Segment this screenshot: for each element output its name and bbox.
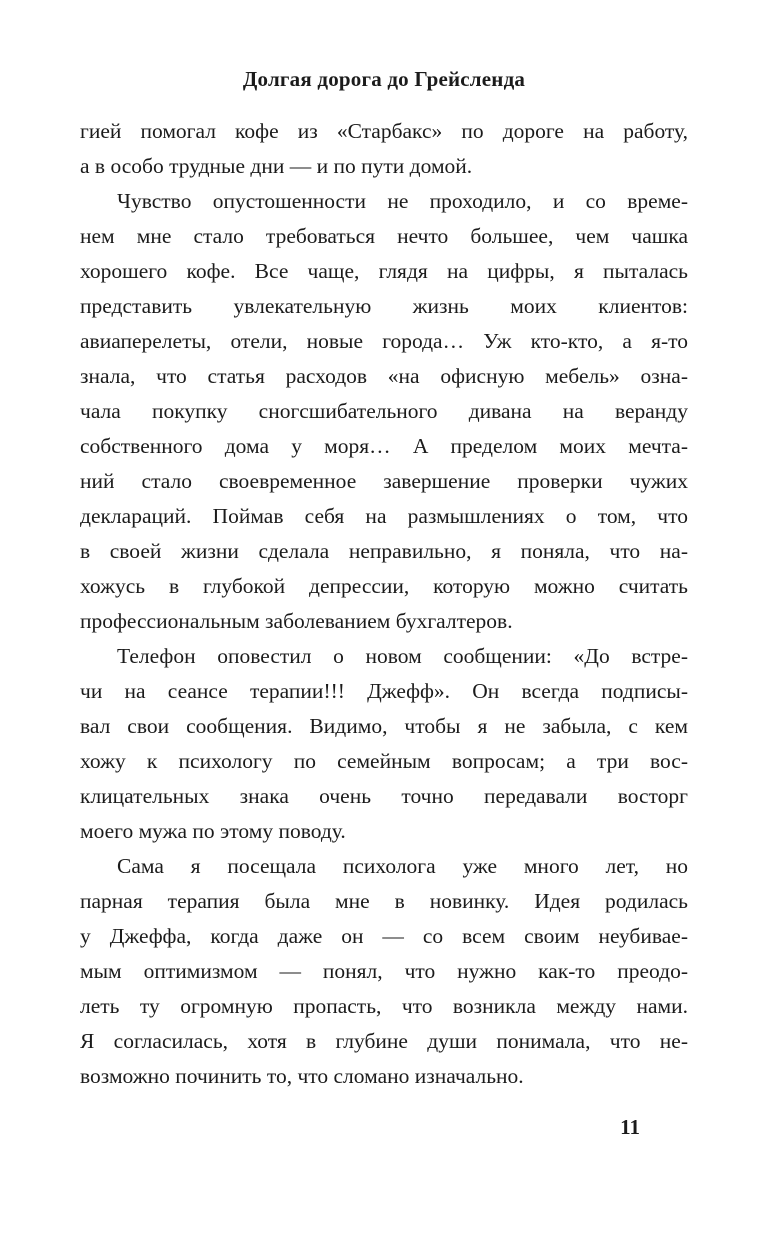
text-line: Сама я посещала психолога уже много лет, но [117,854,688,878]
text-line: вал свои сообщения. Видимо, чтобы я не забыла, с кем [80,714,688,738]
text-line: хорошего кофе. Все чаще, глядя на цифры, я пыталась [80,259,688,283]
text-line: собственного дома у моря… А пределом моих мечта- [80,434,688,458]
text-line: моего мужа по этому поводу. [80,819,346,843]
text-line: ний стало своевременное завершение проверки чужих [80,469,688,493]
text-line: гией помогал кофе из «Старбакс» по дороге на работу, [80,119,688,143]
running-header: Долгая дорога до Грейсленда [242,67,526,91]
paragraph [80,114,688,184]
paragraph [80,184,688,639]
text-line: нем мне стало требоваться нечто большее, чем чашка [80,224,688,248]
paragraph [80,639,688,849]
text-line: Телефон оповестил о новом сообщении: «До встре- [117,644,688,668]
text-body [80,114,688,1094]
text-line: у Джеффа, когда даже он — со всем своим неубивае- [80,924,688,948]
text-line: Я согласилась, хотя в глубине души понимала, что не- [80,1029,688,1053]
text-line: хожу к психологу по семейным вопросам; а три вос- [80,749,688,773]
text-line: леть ту огромную пропасть, что возникла между нами. [80,994,688,1018]
paragraph [80,849,688,1094]
text-line: Чувство опустошенности не проходило, и со време- [117,189,688,213]
text-line: хожусь в глубокой депрессии, которую можно считать [80,574,688,598]
text-line: представить увлекательную жизнь моих клиентов: [80,294,688,318]
text-line: возможно починить то, что сломано изначально. [80,1064,524,1088]
text-line: чала покупку сногсшибательного дивана на веранду [80,399,688,423]
text-line: клицательных знака очень точно передавали восторг [80,784,688,808]
text-line: мым оптимизмом — понял, что нужно как-то преодо- [80,959,688,983]
text-line: профессиональным заболеванием бухгалтеров. [80,609,513,633]
text-line: авиаперелеты, отели, новые города… Уж кто-кто, а я-то [80,329,688,353]
page-number: 11 [620,1115,640,1139]
text-line: знала, что статья расходов «на офисную мебель» озна- [80,364,688,388]
text-line: чи на сеансе терапии!!! Джефф». Он всегда подписы- [80,679,688,703]
text-line: в своей жизни сделала неправильно, я поняла, что на- [80,539,688,563]
text-line: парная терапия была мне в новинку. Идея родилась [80,889,688,913]
text-line: а в особо трудные дни — и по пути домой. [80,154,473,178]
text-line: деклараций. Поймав себя на размышлениях о том, что [80,504,688,528]
